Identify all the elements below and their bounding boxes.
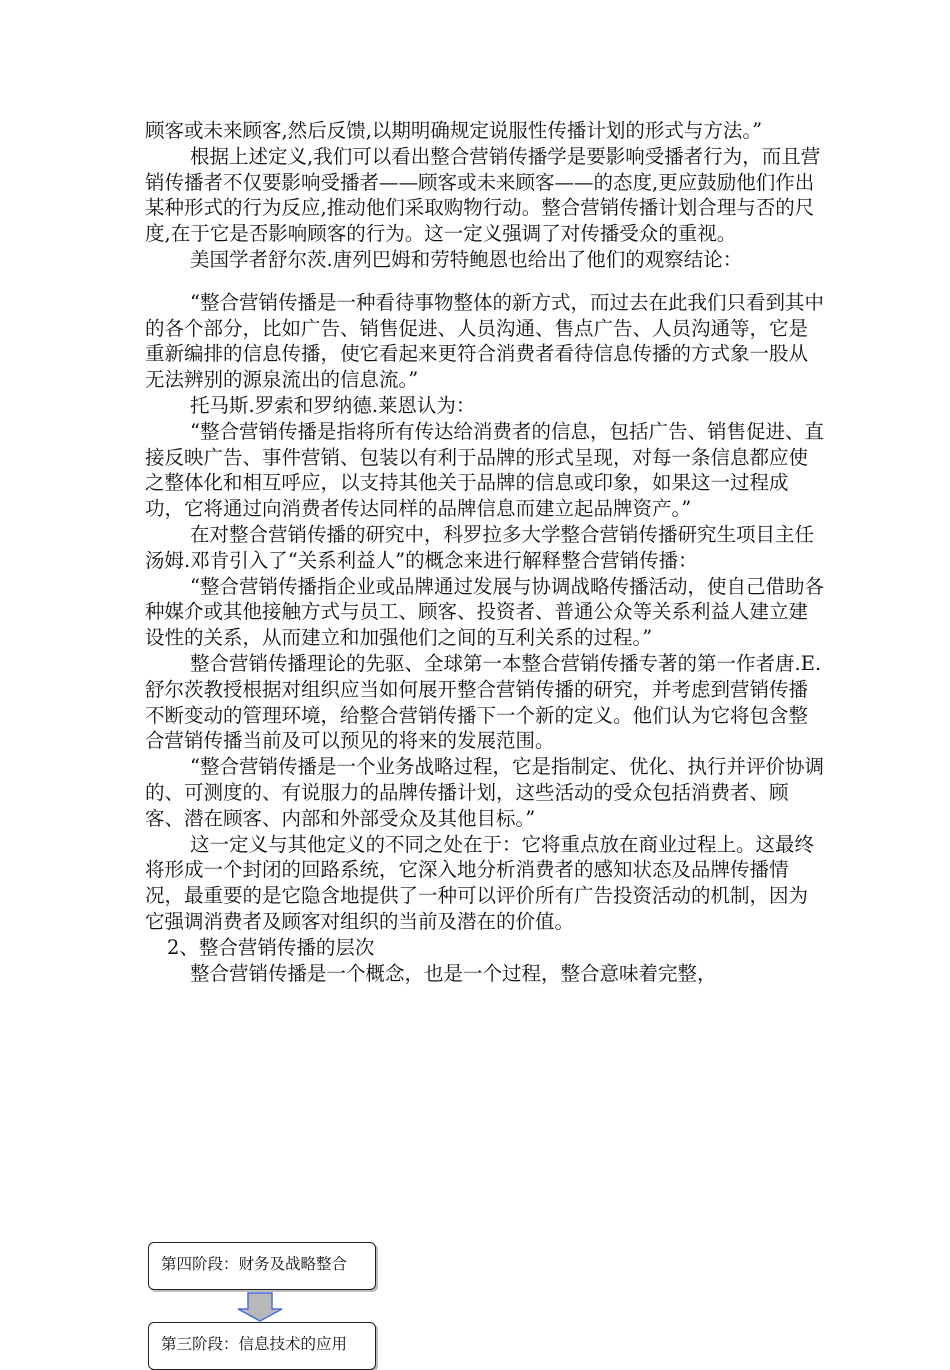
section-heading: 2、整合营销传播的层次: [167, 935, 375, 959]
paragraph-levels-intro: 整合营销传播是一个概念，也是一个过程，整合意味着完整，: [190, 961, 717, 985]
paragraph-duncan-intro: 在对整合营销传播的研究中，科罗拉多大学整合营销传播研究生项目主任汤姆.邓肯引入了“关系利益人”的概念来进行解释整合营销传播：: [145, 522, 815, 572]
paragraph-russo-intro: 托马斯.罗索和罗纳德.莱恩认为：: [190, 393, 476, 417]
paragraph-spacer: [145, 273, 825, 290]
down-arrow-icon: [232, 1292, 288, 1322]
stage-diagram: [148, 1242, 388, 1353]
quote-schultz-definition: “整合营销传播是一个业务战略过程，它是指制定、优化、执行并评价协调的、可测度的、有说服力的品牌传播计划，这些活动的受众包括消费者、顾客、潜在顾客、内部和外部受众及其他目标。”: [145, 755, 824, 830]
paragraph-definition-difference: 这一定义与其他定义的不同之处在于：它将重点放在商业过程上。这最终将形成一个封闭的回路系统，它深入地分析消费者的感知状态及品牌传播情况，最重要的是它隐含地提供了一种可以评价所有广告投资活动的机制，因为它强调消费者及顾客对组织的当前及潜在的价值。: [145, 832, 815, 933]
paragraph-continuation: 顾客或未来顾客,然后反馈,以期明确规定说服性传播计划的形式与方法。”: [145, 119, 763, 142]
paragraph-schultz-intro: 美国学者舒尔茨.唐列巴姆和劳特鲍恩也给出了他们的观察结论：: [190, 247, 743, 271]
stage-3-box: 第三阶段：信息技术的应用: [148, 1322, 376, 1370]
quote-russo: “整合营销传播是指将所有传达给消费者的信息，包括广告、销售促进、直接反映广告、事件营销、包装以有利于品牌的形式呈现，对每一条信息都应使之整体化和相互呼应，以支持其他关于品牌的信息或印象，如果这一过程成功，它将通过向消费者传达同样的品牌信息而建立起品牌资产。”: [145, 419, 824, 521]
paragraph-analysis: 根据上述定义,我们可以看出整合营销传播学是要影响受播者行为，而且营销传播者不仅要影响受播者——顾客或未来顾客——的态度,更应鼓励他们作出某种形式的行为反应,推动他们采取购物行动。整合营销传播计划合理与否的尺度,在于它是否影响顾客的行为。这一定义强调了对传播受众的重视。: [145, 144, 821, 246]
paragraph-schultz-definition-intro: 整合营销传播理论的先驱、全球第一本整合营销传播专著的第一作者唐.E.舒尔茨教授根据对组织应当如何展开整合营销传播的研究，并考虑到营销传播不断变动的管理环境，给整合营销传播下一个新的定义。他们认为它将包含整合营销传播当前及可以预见的将来的发展范围。: [145, 651, 822, 753]
document-body: [145, 118, 825, 986]
quote-duncan: “整合营销传播指企业或品牌通过发展与协调战略传播活动，使自己借助各种媒介或其他接触方式与员工、顾客、投资者、普通公众等关系利益人建立建设性的关系，从而建立和加强他们之间的互利关系的过程。”: [145, 574, 824, 650]
stage-4-box: 第四阶段：财务及战略整合: [148, 1242, 376, 1290]
quote-schultz: “整合营销传播是一种看待事物整体的新方式，而过去在此我们只看到其中的各个部分，比如广告、销售促进、人员沟通、售点广告、人员沟通等，它是重新编排的信息传播，使它看起来更符合消费者看待信息传播的方式象一股从无法辨别的源泉流出的信息流。”: [145, 290, 824, 392]
